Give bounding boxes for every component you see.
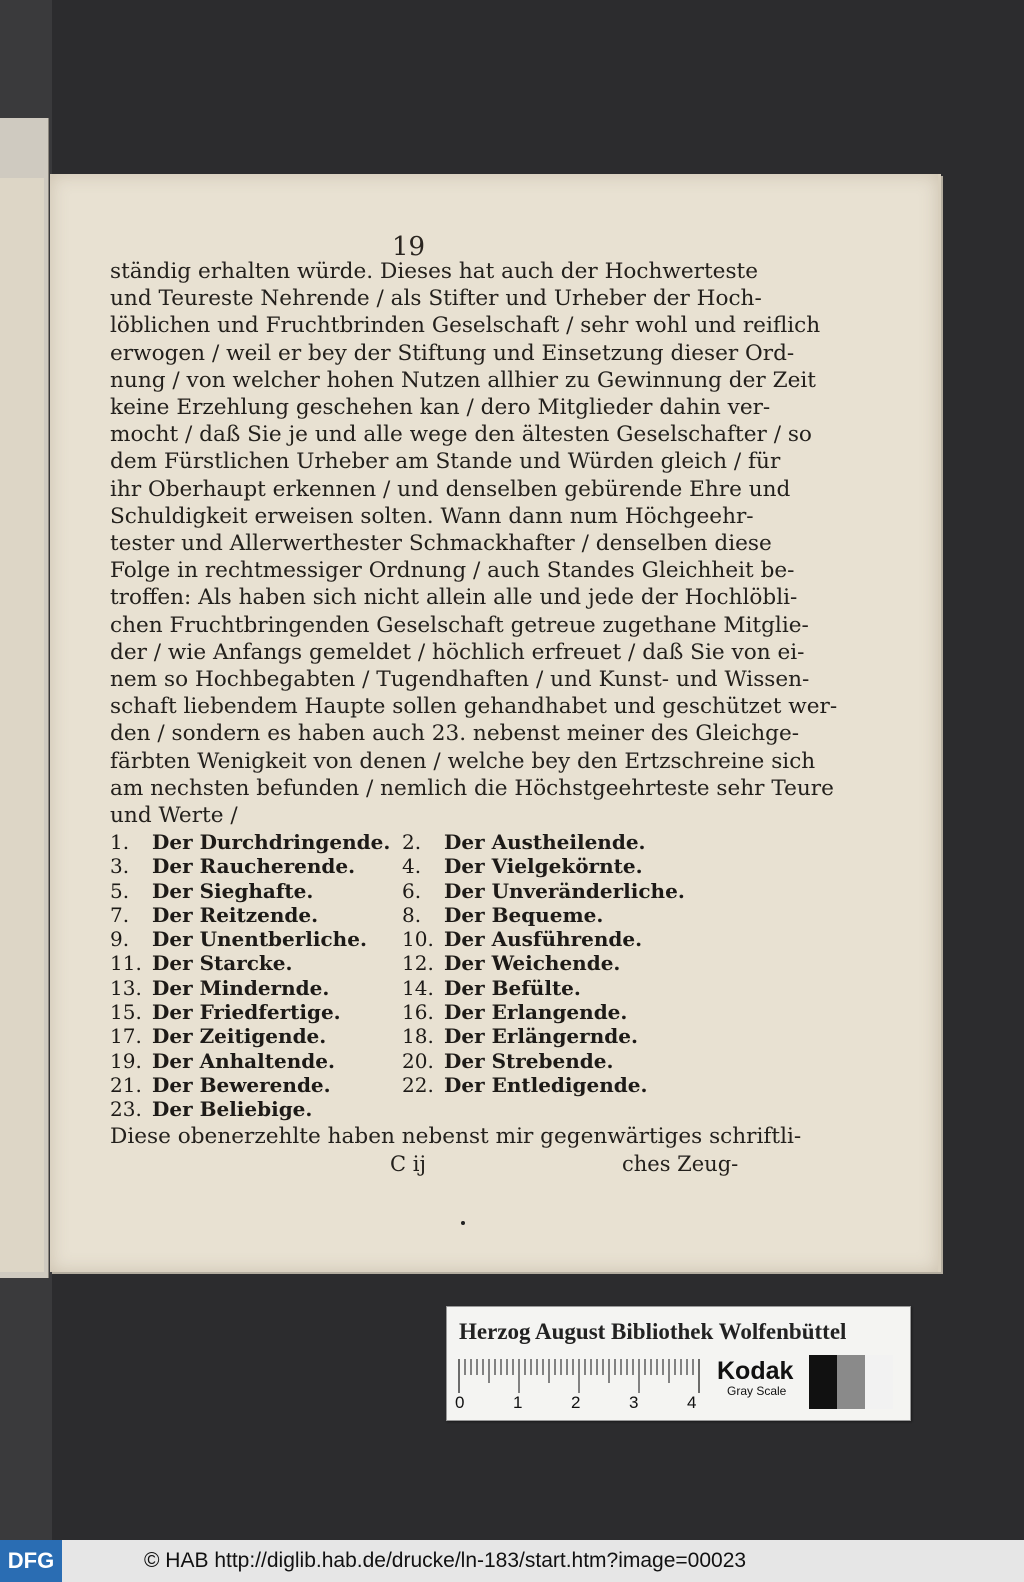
text-line: keine Erzehlung geschehen kan / dero Mitglieder dahin ver- [110, 395, 771, 421]
member-item: 2. Der Austheilende. [402, 830, 646, 854]
member-item: 6. Der Unveränderliche. [402, 878, 685, 903]
color-scale-card [446, 1306, 911, 1421]
text-line: schaft liebendem Haupte sollen gehandhabet und geschützet wer- [110, 694, 838, 720]
text-line: mocht / daß Sie je und alle wege den ältesten Geselschafter / so [110, 422, 812, 448]
text-line: erwogen / weil er bey der Stiftung und Einsetzung dieser Ord- [110, 340, 795, 366]
ruler-number: 3 [629, 1393, 639, 1412]
page-number: 19 [392, 232, 426, 262]
member-item: 20. Der Strebende. [402, 1048, 614, 1073]
text-line: löblichen und Fruchtbrinden Geselschaft / sehr wohl und reiflich [110, 313, 821, 339]
member-item: 17. Der Zeitigende. [110, 1024, 327, 1049]
member-item: 7. Der Reitzende. [110, 902, 319, 927]
gray-patch-white [865, 1355, 893, 1409]
member-item: 22. Der Entledigende. [402, 1072, 648, 1097]
member-item: 16. Der Erlangende. [402, 1000, 628, 1025]
member-list [110, 830, 710, 1122]
previous-sheet [0, 178, 44, 1272]
text-line: und Werte / [110, 803, 238, 829]
member-item: 21. Der Bewerende. [110, 1072, 331, 1097]
text-line: am nechsten befunden / nemlich die Höchstgeehrteste sehr Teure [110, 775, 834, 801]
member-item: 15. Der Friedfertige. [110, 1000, 341, 1025]
text-line: Schuldigkeit erweisen solten. Wann dann num Höchgeehr- [110, 503, 754, 529]
text-line: Folge in rechtmessiger Ordnung / auch Standes Gleichheit be- [110, 558, 795, 584]
ruler [459, 1359, 709, 1393]
gray-patch-black [809, 1355, 837, 1409]
text-line: nem so Hochbegabten / Tugendhaften / und Kunst- und Wissen- [110, 667, 810, 693]
catchword: ches Zeug- [622, 1152, 739, 1176]
text-line: den / sondern es haben auch 23. nebenst meiner des Gleichge- [110, 721, 800, 747]
member-row [110, 830, 710, 854]
text-line: ständig erhalten würde. Dieses hat auch der Hochwerteste [110, 259, 758, 284]
closing-line: Diese obenerzehlte haben nebenst mir gegenwärtiges schriftli- [110, 1124, 802, 1149]
dfg-logo: DFG [0, 1540, 62, 1582]
member-item: 8. Der Bequeme. [402, 902, 604, 927]
ruler-number: 0 [455, 1393, 465, 1412]
ruler-number: 2 [571, 1393, 581, 1412]
member-row [110, 927, 710, 951]
member-row [110, 854, 710, 878]
library-name: Herzog August Bibliothek Wolfenbüttel [459, 1319, 847, 1344]
text-line: der / wie Anfangs gemeldet / höchlich erfreuet / daß Sie von ei- [110, 639, 805, 665]
member-item: 23. Der Beliebige. [110, 1097, 313, 1122]
ruler-number: 4 [687, 1393, 697, 1412]
member-row [110, 1024, 710, 1048]
member-row [110, 951, 710, 975]
gray-scale-label: Gray Scale [727, 1384, 787, 1398]
member-row [110, 1073, 710, 1097]
text-line: und Teureste Nehrende / als Stifter und Urheber der Hoch- [110, 286, 762, 312]
kodak-logo: Kodak [717, 1357, 794, 1385]
member-row [110, 1000, 710, 1024]
text-line: troffen: Als haben sich nicht allein alle und jede der Hochlöbli- [110, 585, 798, 611]
member-item: 5. Der Sieghafte. [110, 878, 314, 903]
member-row [110, 879, 710, 903]
member-item: 3. Der Raucherende. [110, 854, 356, 879]
member-item: 13. Der Mindernde. [110, 975, 330, 1000]
member-item: 11. Der Starcke. [110, 951, 293, 976]
member-row [110, 903, 710, 927]
ruler-number: 1 [513, 1393, 523, 1412]
text-line: chen Fruchtbringenden Geselschaft getreue zugethane Mitglie- [110, 612, 809, 638]
member-item: 9. Der Unentberliche. [110, 927, 367, 952]
text-line: tester und Allerwerthester Schmackhafter / denselben diese [110, 531, 772, 557]
text-line: dem Fürstlichen Urheber am Stande und Würden gleich / für [110, 449, 781, 475]
body-text [110, 258, 838, 829]
member-item: 18. Der Erlängernde. [402, 1024, 638, 1049]
member-row [110, 1097, 710, 1121]
copyright-text: © HAB http://diglib.hab.de/drucke/ln-183/start.htm?image=00023 [144, 1549, 747, 1572]
signature-mark: C ij [390, 1152, 426, 1176]
member-item: 19. Der Anhaltende. [110, 1048, 335, 1073]
member-item: 1. Der Durchdringende. [110, 830, 391, 854]
member-item: 14. Der Befülte. [402, 975, 581, 1000]
member-item: 12. Der Weichende. [402, 951, 621, 976]
member-item: 4. Der Vielgekörnte. [402, 854, 643, 879]
member-row [110, 1049, 710, 1073]
gray-patch-mid [837, 1355, 865, 1409]
member-row [110, 976, 710, 1000]
text-line: ihr Oberhaupt erkennen / und denselben gebürende Ehre und [110, 476, 791, 502]
member-item: 10. Der Ausführende. [402, 927, 643, 952]
ink-dot [461, 1221, 465, 1225]
footer-bar [0, 1540, 1024, 1582]
text-line: nung / von welcher hohen Nutzen allhier zu Gewinnung der Zeit [110, 367, 816, 393]
text-line: färbten Wenigkeit von denen / welche bey den Ertzschreine sich [110, 748, 816, 774]
gray-patches [809, 1355, 893, 1409]
